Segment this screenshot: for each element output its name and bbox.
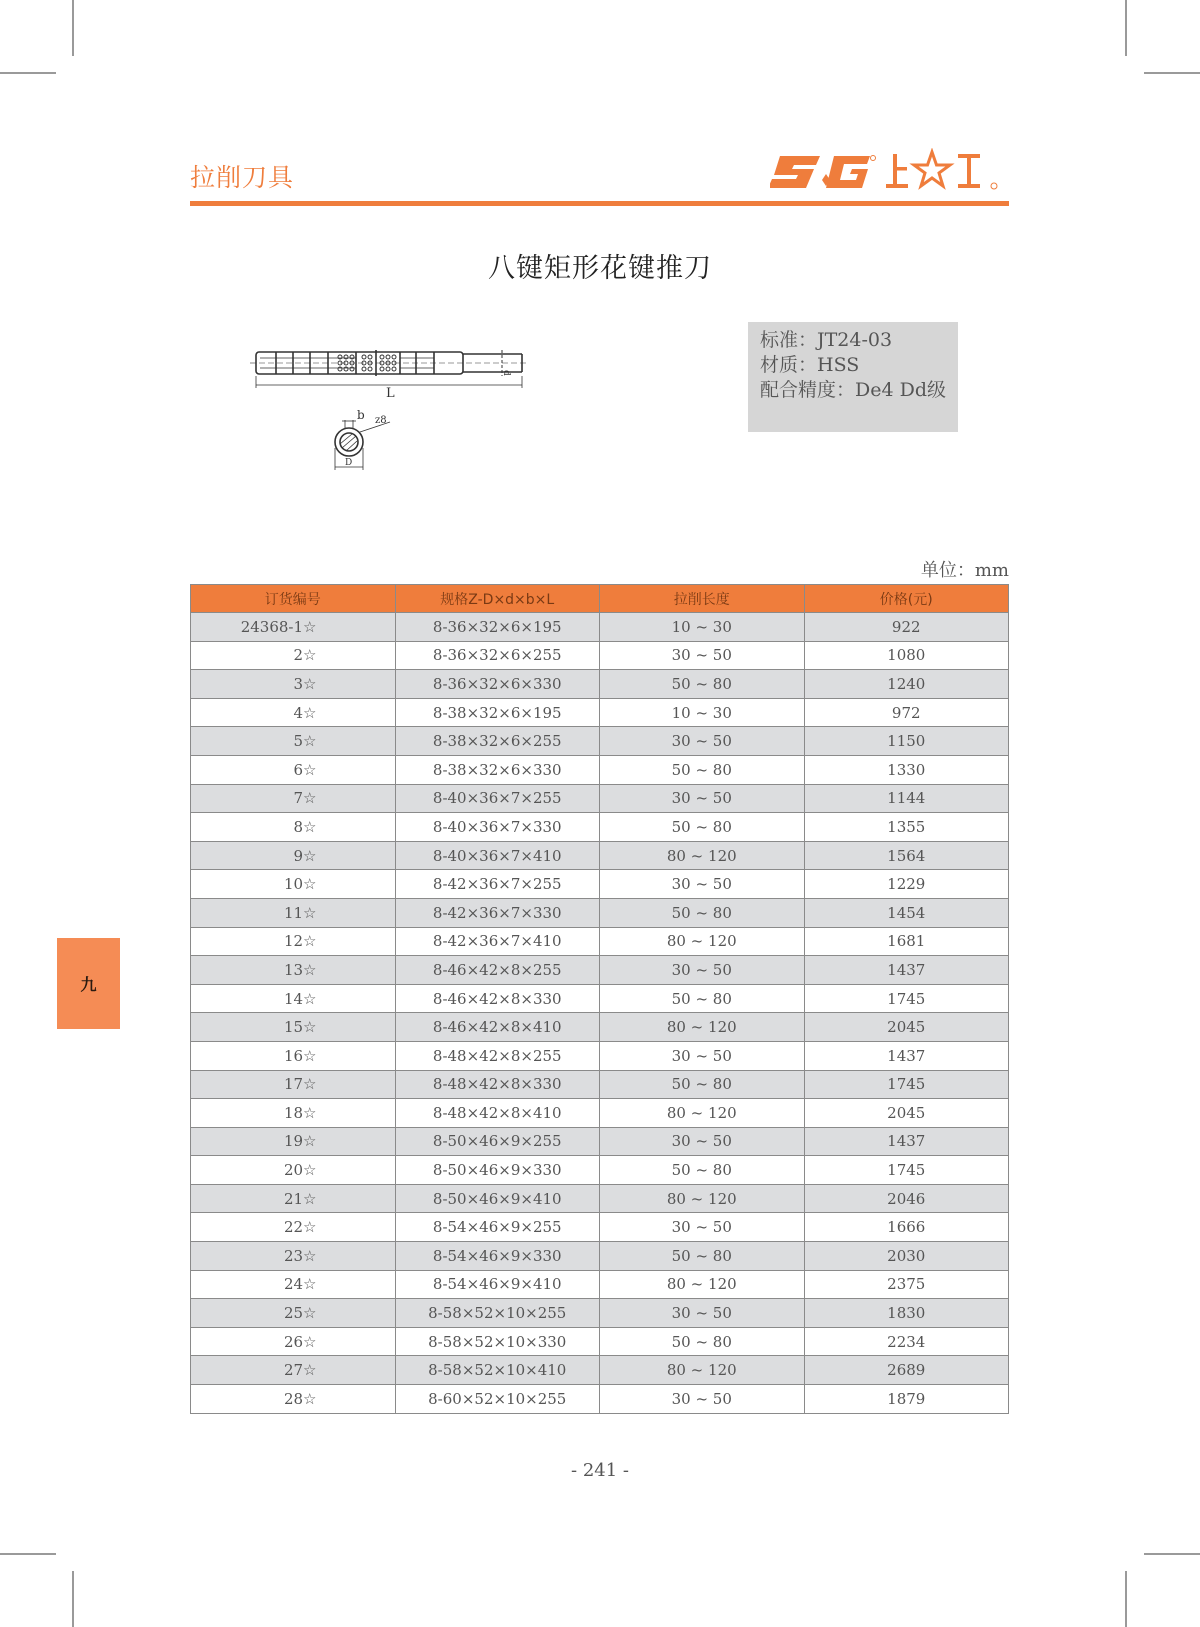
spec-cell: 8-54×46×9×410 (395, 1270, 600, 1299)
table-row (191, 698, 1009, 727)
price-cell: 1745 (804, 1156, 1009, 1185)
price-cell: 2030 (804, 1242, 1009, 1271)
price-cell: 1144 (804, 784, 1009, 813)
price-cell: 1666 (804, 1213, 1009, 1242)
unit-label: 单位：mm (920, 560, 1009, 581)
order-code-cell: 2☆ (191, 641, 396, 670)
table-row (191, 1127, 1009, 1156)
label-teeth: z8 (375, 415, 387, 426)
crop-mark-bottom-left-vertical (72, 1571, 74, 1627)
price-cell: 1229 (804, 870, 1009, 899)
crop-mark-bottom-right-horizontal (1144, 1553, 1200, 1555)
document-title: 八键矩形花键推刀 (488, 253, 712, 284)
broach-length-cell: 80 ~ 120 (600, 1184, 805, 1213)
chapter-tab-label: 九 (80, 975, 97, 994)
broach-length-cell: 50 ~ 80 (600, 1156, 805, 1185)
order-code-cell: 5☆ (191, 727, 396, 756)
broach-length-cell: 10 ~ 30 (600, 613, 805, 642)
table-row (191, 1270, 1009, 1299)
brand-logo (770, 148, 1010, 194)
broach-length-cell: 30 ~ 50 (600, 784, 805, 813)
spec-cell: 8-36×32×6×255 (395, 641, 600, 670)
header-spec: 规格Z-D×d×b×L (395, 585, 600, 613)
price-cell: 1830 (804, 1299, 1009, 1328)
price-cell: 1745 (804, 984, 1009, 1013)
label-key-width: b (357, 408, 365, 422)
spec-cell: 8-48×42×8×410 (395, 1099, 600, 1128)
crop-mark-top-right-horizontal (1144, 72, 1200, 74)
broach-length-cell: 30 ~ 50 (600, 1299, 805, 1328)
spec-cell: 8-40×36×7×255 (395, 784, 600, 813)
price-cell: 1681 (804, 927, 1009, 956)
order-code-cell: 13☆ (191, 956, 396, 985)
broach-length-cell: 80 ~ 120 (600, 1270, 805, 1299)
broach-length-cell: 80 ~ 120 (600, 1356, 805, 1385)
spec-cell: 8-46×42×8×255 (395, 956, 600, 985)
order-code-cell: 17☆ (191, 1070, 396, 1099)
price-cell: 2045 (804, 1099, 1009, 1128)
order-code-cell: 12☆ (191, 927, 396, 956)
price-cell: 2375 (804, 1270, 1009, 1299)
spec-cell: 8-54×46×9×330 (395, 1242, 600, 1271)
spec-cell: 8-42×36×7×255 (395, 870, 600, 899)
broach-length-cell: 30 ~ 50 (600, 956, 805, 985)
spec-cell: 8-42×36×7×410 (395, 927, 600, 956)
table-row (191, 755, 1009, 784)
broach-length-cell: 30 ~ 50 (600, 641, 805, 670)
price-cell: 1745 (804, 1070, 1009, 1099)
order-code-cell: 4☆ (191, 698, 396, 727)
header-order-code: 订货编号 (191, 585, 396, 613)
order-code-cell: 11☆ (191, 898, 396, 927)
header-broach-length: 拉削长度 (600, 585, 805, 613)
table-header-row (191, 585, 1009, 613)
crop-mark-bottom-left-horizontal (0, 1553, 56, 1555)
material-line: 材质：HSS (760, 354, 860, 376)
broach-length-cell: 30 ~ 50 (600, 1041, 805, 1070)
table-row (191, 1184, 1009, 1213)
table-row (191, 1099, 1009, 1128)
broach-length-cell: 80 ~ 120 (600, 927, 805, 956)
price-cell: 1454 (804, 898, 1009, 927)
spec-cell: 8-54×46×9×255 (395, 1213, 600, 1242)
spec-cell: 8-58×52×10×255 (395, 1299, 600, 1328)
broach-length-cell: 30 ~ 50 (600, 727, 805, 756)
broach-length-cell: 50 ~ 80 (600, 1070, 805, 1099)
table-row (191, 1213, 1009, 1242)
price-cell: 1355 (804, 813, 1009, 842)
order-code-cell: 18☆ (191, 1099, 396, 1128)
price-cell: 922 (804, 613, 1009, 642)
table-row (191, 956, 1009, 985)
label-major-diameter: D (345, 458, 353, 468)
header-rule (190, 201, 1009, 206)
spec-cell: 8-38×32×6×330 (395, 755, 600, 784)
broach-length-cell: 10 ~ 30 (600, 698, 805, 727)
table-row (191, 898, 1009, 927)
price-cell: 1437 (804, 1127, 1009, 1156)
broach-length-cell: 30 ~ 50 (600, 1127, 805, 1156)
table-row (191, 1385, 1009, 1414)
table-row (191, 984, 1009, 1013)
order-code-cell: 3☆ (191, 670, 396, 699)
broach-length-cell: 50 ~ 80 (600, 670, 805, 699)
order-code-cell: 26☆ (191, 1327, 396, 1356)
spec-cell: 8-40×36×7×410 (395, 841, 600, 870)
order-code-cell: 19☆ (191, 1127, 396, 1156)
spec-cell: 8-48×42×8×255 (395, 1041, 600, 1070)
page-number: - 241 - (571, 1460, 629, 1481)
broach-length-cell: 50 ~ 80 (600, 1327, 805, 1356)
spec-cell: 8-50×46×9×255 (395, 1127, 600, 1156)
broach-length-cell: 50 ~ 80 (600, 755, 805, 784)
label-shank-diameter: d (501, 370, 511, 376)
price-cell: 2689 (804, 1356, 1009, 1385)
order-code-cell: 9☆ (191, 841, 396, 870)
table-row (191, 1356, 1009, 1385)
order-code-cell: 6☆ (191, 755, 396, 784)
broach-length-cell: 30 ~ 50 (600, 1385, 805, 1414)
spec-cell: 8-36×32×6×330 (395, 670, 600, 699)
order-code-cell: 8☆ (191, 813, 396, 842)
table-row (191, 1156, 1009, 1185)
chapter-tab (57, 938, 120, 1029)
price-cell: 1240 (804, 670, 1009, 699)
spec-cell: 8-36×32×6×195 (395, 613, 600, 642)
broach-length-cell: 30 ~ 50 (600, 1213, 805, 1242)
table-row (191, 784, 1009, 813)
price-cell: 1564 (804, 841, 1009, 870)
table-row (191, 641, 1009, 670)
order-code-cell: 27☆ (191, 1356, 396, 1385)
order-code-cell: 16☆ (191, 1041, 396, 1070)
spec-cell: 8-42×36×7×330 (395, 898, 600, 927)
price-cell: 1879 (804, 1385, 1009, 1414)
order-code-cell: 21☆ (191, 1184, 396, 1213)
order-code-cell: 14☆ (191, 984, 396, 1013)
order-code-cell: 24☆ (191, 1270, 396, 1299)
table-row (191, 1299, 1009, 1328)
crop-mark-top-right-vertical (1125, 0, 1127, 56)
spec-cell: 8-60×52×10×255 (395, 1385, 600, 1414)
table-row (191, 1041, 1009, 1070)
order-code-cell: 25☆ (191, 1299, 396, 1328)
broach-length-cell: 50 ~ 80 (600, 984, 805, 1013)
order-code-cell: 15☆ (191, 1013, 396, 1042)
order-code-cell: 20☆ (191, 1156, 396, 1185)
price-cell: 1437 (804, 956, 1009, 985)
spec-cell: 8-40×36×7×330 (395, 813, 600, 842)
header-price: 价格(元) (804, 585, 1009, 613)
order-code-cell: 28☆ (191, 1385, 396, 1414)
order-code-cell: 24368-1☆ (191, 613, 396, 642)
crop-mark-bottom-right-vertical (1125, 1571, 1127, 1627)
fit-accuracy-line: 配合精度：De4 Dd级 (760, 379, 947, 401)
price-cell: 2046 (804, 1184, 1009, 1213)
crop-mark-top-left-vertical (72, 0, 74, 56)
price-cell: 1330 (804, 755, 1009, 784)
order-code-cell: 7☆ (191, 784, 396, 813)
table-row (191, 813, 1009, 842)
spec-cell: 8-58×52×10×410 (395, 1356, 600, 1385)
spec-cell: 8-48×42×8×330 (395, 1070, 600, 1099)
table-row (191, 1070, 1009, 1099)
price-cell: 1150 (804, 727, 1009, 756)
spec-box (748, 322, 958, 432)
table-row (191, 613, 1009, 642)
order-code-cell: 22☆ (191, 1213, 396, 1242)
spec-cell: 8-58×52×10×330 (395, 1327, 600, 1356)
table-row (191, 727, 1009, 756)
price-cell: 1080 (804, 641, 1009, 670)
spec-cell: 8-46×42×8×330 (395, 984, 600, 1013)
standard-line: 标准：JT24-03 (760, 329, 893, 351)
label-length: L (386, 386, 395, 401)
spec-cell: 8-50×46×9×410 (395, 1184, 600, 1213)
table-row (191, 670, 1009, 699)
order-code-cell: 23☆ (191, 1242, 396, 1271)
broach-length-cell: 80 ~ 120 (600, 1013, 805, 1042)
broach-length-cell: 50 ~ 80 (600, 1242, 805, 1271)
broach-length-cell: 50 ~ 80 (600, 813, 805, 842)
table-row (191, 1013, 1009, 1042)
table-row (191, 1327, 1009, 1356)
price-cell: 2234 (804, 1327, 1009, 1356)
crop-mark-top-left-horizontal (0, 72, 56, 74)
price-cell: 1437 (804, 1041, 1009, 1070)
table-row (191, 1242, 1009, 1271)
broach-length-cell: 50 ~ 80 (600, 898, 805, 927)
order-code-cell: 10☆ (191, 870, 396, 899)
sg-logo-icon (770, 148, 1010, 194)
broach-length-cell: 30 ~ 50 (600, 870, 805, 899)
price-cell: 972 (804, 698, 1009, 727)
spec-cell: 8-46×42×8×410 (395, 1013, 600, 1042)
broach-length-cell: 80 ~ 120 (600, 841, 805, 870)
section-title: 拉削刀具 (190, 163, 295, 192)
price-cell: 2045 (804, 1013, 1009, 1042)
spec-cell: 8-38×32×6×195 (395, 698, 600, 727)
table-row (191, 841, 1009, 870)
table-row (191, 927, 1009, 956)
spec-cell: 8-50×46×9×330 (395, 1156, 600, 1185)
spec-cell: 8-38×32×6×255 (395, 727, 600, 756)
push-broach-drawing (240, 330, 530, 479)
broach-length-cell: 80 ~ 120 (600, 1099, 805, 1128)
spec-table (190, 584, 1009, 1414)
table-row (191, 870, 1009, 899)
